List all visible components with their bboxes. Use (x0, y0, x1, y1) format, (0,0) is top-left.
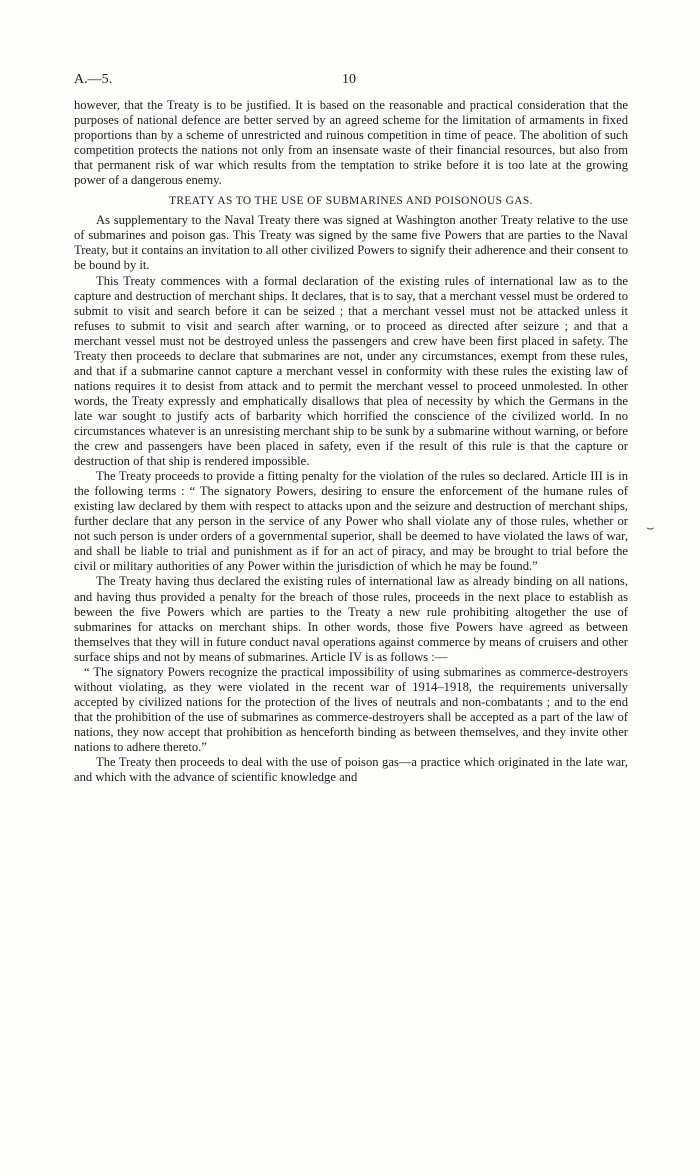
paragraph: As supplementary to the Naval Treaty there was signed at Washington another Treaty relative to the use of submarines and poison gas. This Treaty was signed by the same five Powers that are parties to the Naval Treaty, but it contains an invitation to all other civilized Powers to signify their adherence and their consent to be bound by it. (74, 213, 628, 273)
paragraph: The Treaty then proceeds to deal with the use of poison gas—a practice which originated in the late war, and which with the advance of scientific knowledge and (74, 755, 628, 785)
paragraph: The Treaty having thus declared the existing rules of international law as already binding on all nations, and having thus provided a penalty for the breach of those rules, proceeds in the next place to establish as beween the five Powers which are parties to the Treaty a new rule prohibiting altogether the use of submarines for attacks on merchant ships. In other words, those five Powers have agreed as between themselves that they will in future conduct naval operations against commerce by means of cruisers and other surface ships and not by means of submarines. Article IV is as follows :— (74, 574, 628, 664)
page-header (74, 72, 628, 92)
paragraph: This Treaty commences with a formal declaration of the existing rules of international law as to the capture and destruction of merchant ships. It declares, that is to say, that a merchant vessel must be ordered to submit to visit and search before it can be seized ; that a merchant vessel must not be attacked unless it refuses to submit to visit and search after warning, or to proceed as directed after seizure ; and that a merchant vessel must not be destroyed unless the passengers and crew have been first placed in safety. The Treaty then proceeds to declare that submarines are not, under any circumstances, exempt from these rules, and that if a submarine cannot capture a merchant vessel in conformity with these rules the existing law of nations requires it to desist from attack and to permit the merchant vessel to proceed unmolested. In other words, the Treaty expressly and emphatically disallows that plea of necessity by which the Germans in the late war sought to justify acts of barbarity which horrified the conscience of the civilized world. In no circumstances whatever is an unresisting merchant ship to be sunk by a submarine without warning, or before the crew and passengers have been placed in safety, even if the result of this rule is that the capture or destruction of that ship is rendered impossible. (74, 273, 628, 469)
margin-mark-icon: ⌣ (646, 520, 655, 535)
document-reference: A.—5. (74, 72, 113, 87)
paragraph: The Treaty proceeds to provide a fitting penalty for the violation of the rules so declared. Article III is in the following terms : “ The signatory Powers, desiring to ensure the enforcement of the humane rules of existing law declared by them with respect to attacks upon and the seizure and destruction of merchant ships, further declare that any person in the service of any Power who shall violate any of those rules, whether or not such person is under orders of a governmental superior, shall be deemed to have violated the laws of war, and shall be liable to trial and punishment as if for an act of piracy, and may be brought to trial before the civil or military authorities of any Power within the jurisdiction of which he may be found.” (74, 469, 628, 574)
page-number: 10 (342, 72, 356, 87)
quoted-article: “ The signatory Powers recognize the practical impossibility of using submarines as commerce-destroyers without violating, as they were violated in the recent war of 1914–1918, the requirements universally accepted by civilized nations for the protection of the lives of neutrals and non-combatants ; and to the end that the prohibition of the use of submarines as commerce-destroyers shall be accepted as a part of the law of nations, they now accept that prohibition as henceforth binding as between themselves, and they invite other nations to adhere thereto.” (74, 664, 628, 754)
paragraph-continued: however, that the Treaty is to be justified. It is based on the reasonable and practical consideration that the purposes of national defence are better served by an agreed scheme for the limitation of armaments in fixed proportions than by a scheme of unrestricted and ruinous competition in time of peace. The abolition of such competition protects the nations not only from an insensate waste of their financial resources, but also from that permanent risk of war which results from the temptation to strike before it is too late at the growing power of a dangerous enemy. (74, 98, 628, 188)
document-body (74, 98, 628, 785)
section-heading: TREATY AS TO THE USE OF SUBMARINES AND POISONOUS GAS. (169, 195, 533, 208)
